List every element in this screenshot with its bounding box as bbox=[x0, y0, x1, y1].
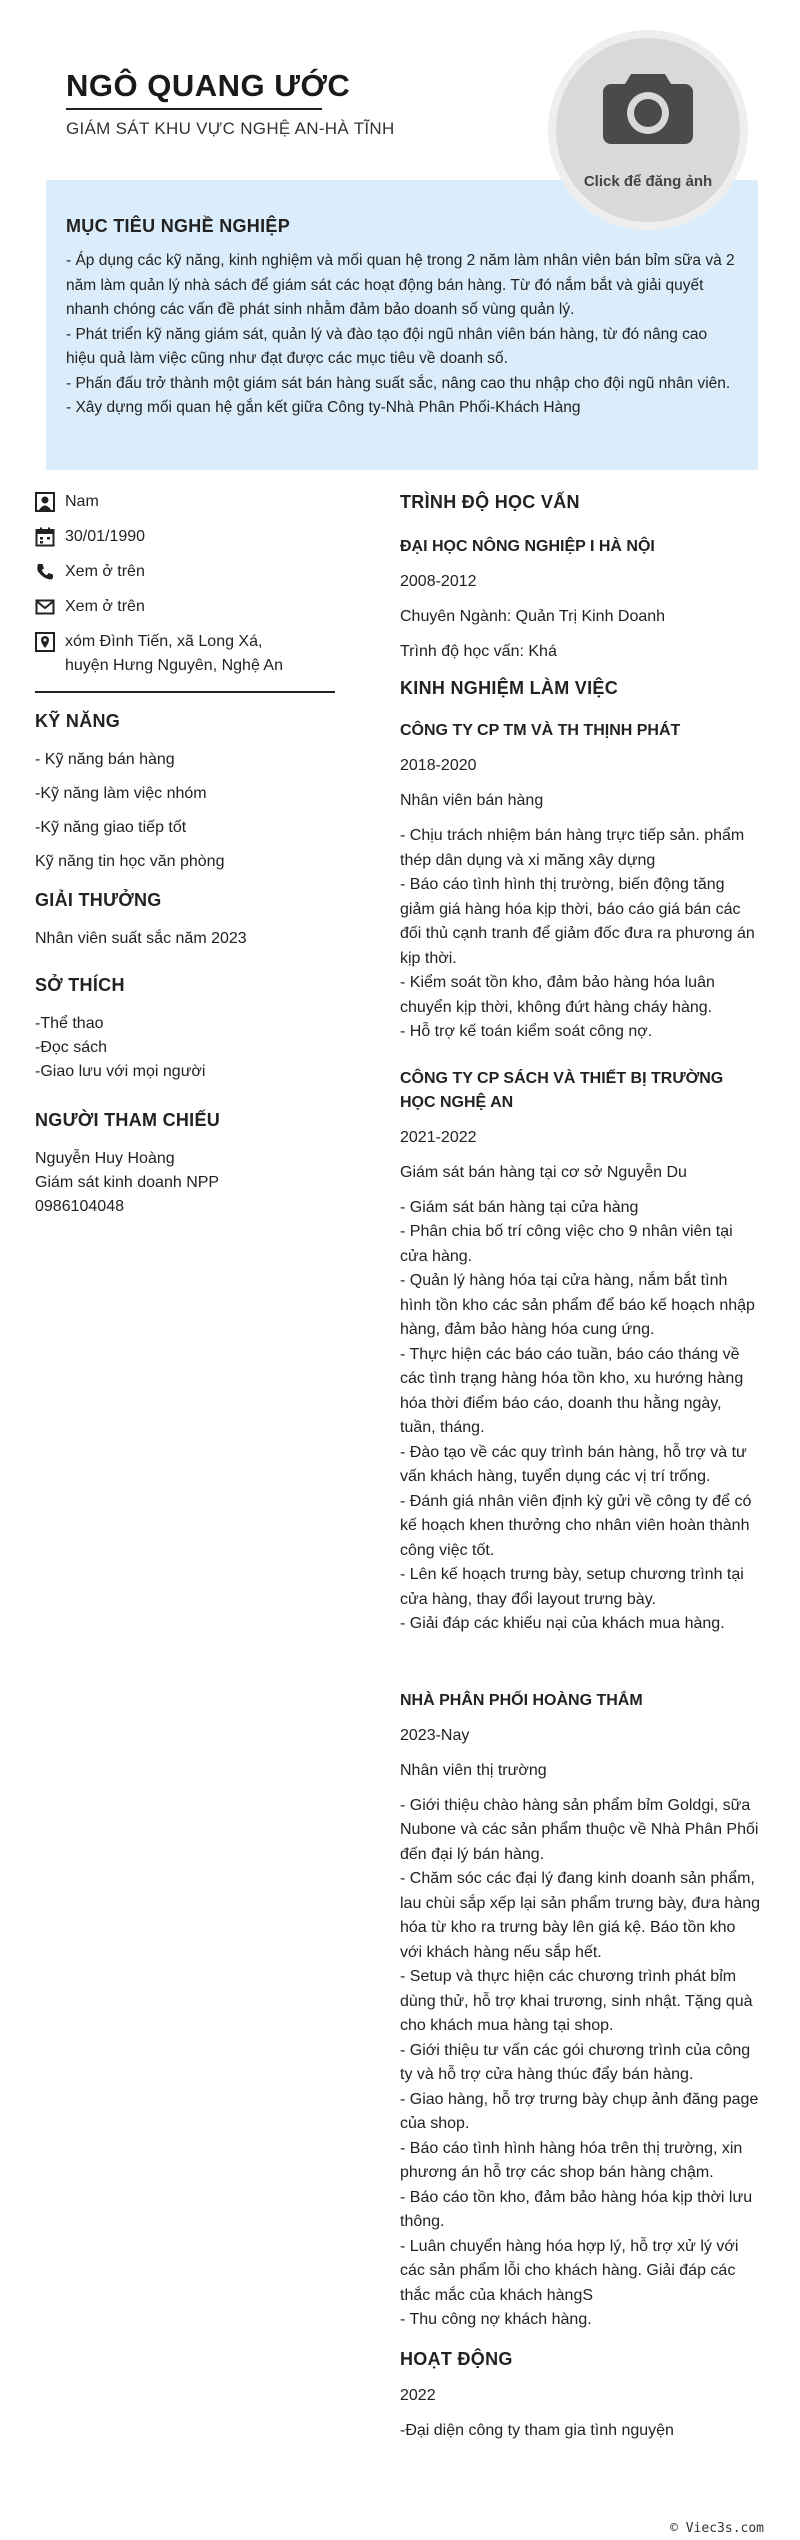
birthday-value: 30/01/1990 bbox=[65, 528, 146, 545]
reference-name: Nguyễn Huy Hoàng bbox=[35, 1150, 175, 1167]
camera-icon bbox=[601, 68, 695, 146]
education-title: TRÌNH ĐỘ HỌC VẤN bbox=[400, 492, 580, 512]
location-icon bbox=[35, 632, 55, 652]
reference-position: Giám sát kinh doanh NPP bbox=[35, 1174, 220, 1191]
mail-icon bbox=[35, 597, 55, 617]
address-row bbox=[35, 630, 335, 678]
education-major: Chuyên Ngành: Quản Trị Kinh Doanh bbox=[400, 608, 666, 625]
job-details: - Giám sát bán hàng tại cửa hàng - Phân chia bố trí công việc cho 9 nhân viên tại cửa hàng. - Quản lý hàng hóa tại cửa hàng, nắm bắt tình hình tồn kho các sản phẩm để báo kế hoạch nhập hàng, đảm bảo hàng hóa cung ứng. - Thực hiện các báo cáo tuần, báo cáo tháng về các tình trạng hàng hóa tồn kho, xu hướng hàng hóa thời điểm báo cáo, doanh thu hằng ngày, tuần, tháng. - Đào tạo về các quy trình bán hàng, hỗ trợ và tư vấn khách hàng, tuyển dụng các vị trí trống. - Đánh giá nhân viên định kỳ gửi về công ty để có kế hoạch khen thưởng cho nhân viên hoàn thành công việc tốt. - Lên kế hoạch trưng bày, setup chương trình tại cửa hàng, thay đổi layout trưng bày. - Giải đáp các khiếu nại của khách mua hàng. bbox=[400, 1198, 755, 1632]
footer-brand: © Viec3s.com bbox=[670, 2521, 764, 2536]
right-column bbox=[400, 492, 760, 2443]
activity-year: 2022 bbox=[400, 2386, 436, 2404]
education-grade: Trình độ học vấn: Khá bbox=[400, 643, 557, 660]
photo-upload[interactable] bbox=[548, 30, 748, 230]
candidate-name: NGÔ QUANG ƯỚC bbox=[66, 68, 351, 103]
job-period: 2018-2020 bbox=[400, 757, 477, 774]
hobby-item: -Đọc sách bbox=[35, 1039, 108, 1056]
phone-row bbox=[35, 560, 335, 584]
job-position: Giám sát bán hàng tại cơ sở Nguyễn Du bbox=[400, 1163, 687, 1181]
skill-item: -Kỹ năng làm việc nhóm bbox=[35, 785, 207, 802]
skill-item: Kỹ năng tin học văn phòng bbox=[35, 853, 225, 870]
skill-item: -Kỹ năng giao tiếp tốt bbox=[35, 819, 187, 836]
awards-title: GIẢI THƯỞNG bbox=[35, 890, 162, 910]
activities-title: HOẠT ĐỘNG bbox=[400, 2348, 513, 2369]
phone-icon bbox=[35, 562, 55, 582]
birthday-row bbox=[35, 525, 335, 549]
objective-title: MỤC TIÊU NGHỀ NGHIỆP bbox=[66, 216, 291, 236]
references-title: NGƯỜI THAM CHIẾU bbox=[35, 1110, 221, 1130]
address-value: xóm Đình Tiến, xã Long Xá, huyện Hưng Nguyên, Nghệ An bbox=[65, 633, 283, 674]
job-company: CÔNG TY CP SÁCH VÀ THIẾT BỊ TRƯỜNG HỌC NGHỆ AN bbox=[400, 1069, 724, 1111]
hobby-item: -Thể thao bbox=[35, 1015, 104, 1032]
job-position: Nhân viên bán hàng bbox=[400, 792, 544, 809]
education-school: ĐẠI HỌC NÔNG NGHIỆP I HÀ NỘI bbox=[400, 538, 655, 555]
activity-text: -Đại diện công ty tham gia tình nguyện bbox=[400, 2421, 674, 2439]
user-icon bbox=[35, 492, 55, 512]
award-item: Nhân viên suất sắc năm 2023 bbox=[35, 930, 247, 947]
left-divider bbox=[35, 691, 335, 693]
phone-value: Xem ở trên bbox=[65, 563, 145, 580]
job-period: 2021-2022 bbox=[400, 1128, 477, 1146]
job-position: Nhân viên thị trường bbox=[400, 1761, 547, 1779]
gender-value: Nam bbox=[65, 493, 99, 510]
email-value: Xem ở trên bbox=[65, 598, 145, 615]
objective-line: - Xây dựng mối quan hệ gắn kết giữa Công ty-Nhà Phân Phối-Khách Hàng bbox=[66, 399, 581, 416]
skills-title: KỸ NĂNG bbox=[35, 711, 121, 731]
job-details: - Giới thiệu chào hàng sản phẩm bỉm Goldgi, sữa Nubone và các sản phẩm thuộc về Nhà Phân Phối đến đại lý bán hàng. - Chăm sóc các đại lý đang kinh doanh sản phẩm, lau chùi sắp xếp lại sản phẩm trưng bày, đưa hàng hóa từ kho ra trưng bày lên giá kệ. Báo tồn kho với khách hàng nếu sắp hết. - Setup và thực hiện các chương trình phát bỉm dùng thử, hỗ trợ khai trương, sinh nhật. Tặng quà cho khách mua hàng tại shop. - Giới thiệu tư vấn các gói chương trình của công ty và hỗ trợ cửa hàng thúc đẩy bán hàng. - Giao hàng, hỗ trợ trưng bày chụp ảnh đăng page của shop. - Báo cáo tình hình hàng hóa trên thị trường, xin phương án hỗ trợ các shop bán hàng chậm. - Báo cáo tồn kho, đảm bảo hàng hóa kịp thời lưu thông. - Luân chuyển hàng hóa hợp lý, hỗ trợ xử lý với các sản phẩm lỗi cho khách hàng. Giải đáp các thắc mắc của khách hàngS - Thu công nợ khách hàng. bbox=[400, 1796, 761, 2328]
left-column bbox=[35, 490, 335, 1219]
hobby-item: -Giao lưu với mọi người bbox=[35, 1063, 206, 1080]
photo-upload-label[interactable]: Click để đăng ảnh bbox=[583, 173, 713, 190]
email-row bbox=[35, 595, 335, 619]
objective-line: - Áp dụng các kỹ năng, kinh nghiệm và mối quan hệ trong 2 năm làm nhân viên bán bỉm sữa và 2 năm làm quản lý nhà sách để giám sát các hoạt động bán hàng. Từ đó nắm bắt và giải quyết nhanh chóng các vấn đề phát sinh nhằm đảm bảo doanh số vùng quản lý. bbox=[66, 252, 735, 318]
job-company: NHÀ PHÂN PHỐI HOÀNG THẮM bbox=[400, 1691, 643, 1709]
job-company: CÔNG TY CP TM VÀ TH THỊNH PHÁT bbox=[400, 722, 681, 739]
calendar-icon bbox=[35, 527, 55, 547]
skill-item: - Kỹ năng bán hàng bbox=[35, 751, 175, 768]
job-details: - Chịu trách nhiệm bán hàng trực tiếp sản. phẩm thép dân dụng và xi măng xây dựng - Báo cáo tình hình thị trường, biến động tăng giảm giá hàng hóa kịp thời, báo cáo giá bán các đối thủ cạnh tranh để giảm đốc đưa ra phương án kịp thời. - Kiểm soát tồn kho, đảm bảo hàng hóa luân chuyển kịp thời, không đứt hàng cháy hàng. - Hỗ trợ kế toán kiểm soát công nợ. bbox=[400, 827, 755, 1040]
experience-title: KINH NGHIỆM LÀM VIỆC bbox=[400, 678, 619, 698]
objective-line: - Phấn đấu trở thành một giám sát bán hàng suất sắc, nâng cao thu nhập cho đội ngũ nhân viên. bbox=[66, 374, 731, 392]
job-period: 2023-Nay bbox=[400, 1726, 470, 1744]
reference-phone: 0986104048 bbox=[35, 1198, 124, 1215]
job-title: GIÁM SÁT KHU VỰC NGHỆ AN-HÀ TĨNH bbox=[66, 119, 395, 138]
hobbies-title: SỞ THÍCH bbox=[35, 975, 125, 995]
name-underline bbox=[66, 108, 322, 110]
photo-placeholder[interactable] bbox=[556, 38, 740, 222]
objective-line: - Phát triển kỹ năng giám sát, quản lý và đào tạo đội ngũ nhân viên bán hàng, từ đó nâng cao hiệu quả làm việc cũng như đạt được các mục tiêu về doanh số. bbox=[66, 325, 708, 367]
education-period: 2008-2012 bbox=[400, 573, 477, 590]
gender-row bbox=[35, 490, 335, 514]
